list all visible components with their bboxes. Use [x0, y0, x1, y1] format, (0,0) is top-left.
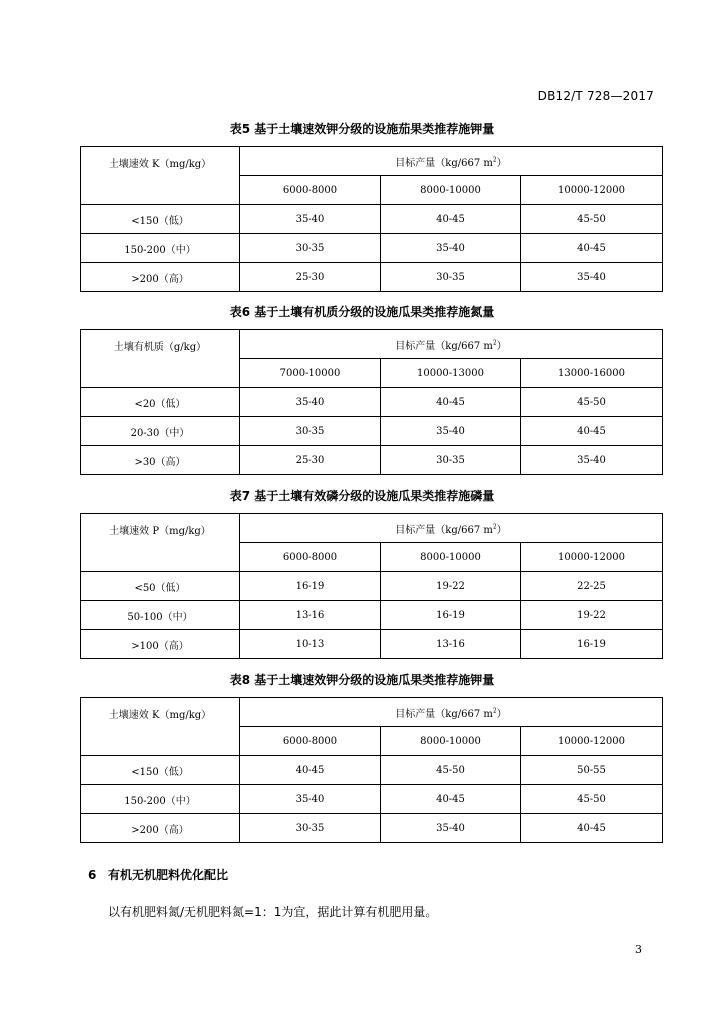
level-cell: <150（低） — [81, 205, 240, 234]
section-number: 6 — [88, 868, 97, 882]
yield-range-cell: 7000-10000 — [240, 359, 381, 388]
target-yield-header — [240, 330, 663, 359]
value-cell: 19-22 — [521, 601, 663, 630]
data-table — [80, 146, 663, 292]
table-row — [81, 572, 663, 601]
table-header-row — [81, 147, 663, 176]
target-yield-label: 目标产量（kg/667 m — [395, 708, 493, 720]
value-cell: 35-40 — [381, 234, 521, 263]
value-cell: 40-45 — [381, 785, 521, 814]
value-cell: 16-19 — [381, 601, 521, 630]
yield-range-cell: 6000-8000 — [240, 176, 381, 205]
level-cell: <50（低） — [81, 572, 240, 601]
value-cell: 19-22 — [381, 572, 521, 601]
table-row — [81, 205, 663, 234]
value-cell: 40-45 — [521, 234, 663, 263]
value-cell: 40-45 — [521, 417, 663, 446]
value-cell: 22-25 — [521, 572, 663, 601]
table-header-row — [81, 330, 663, 359]
value-cell: 30-35 — [240, 417, 381, 446]
value-cell: 45-50 — [521, 785, 663, 814]
level-cell: >200（高） — [81, 814, 240, 843]
table-row — [81, 417, 663, 446]
target-yield-label: 目标产量（kg/667 m — [395, 157, 493, 169]
target-yield-close: ） — [496, 340, 507, 352]
yield-range-cell: 6000-8000 — [240, 543, 381, 572]
yield-range-cell: 6000-8000 — [240, 727, 381, 756]
target-yield-label: 目标产量（kg/667 m — [395, 340, 493, 352]
corner-header: 土壤速效 K（mg/kg） — [81, 147, 240, 205]
unit-superscript: 2 — [492, 707, 497, 715]
table-row — [81, 388, 663, 417]
yield-range-cell: 10000-12000 — [521, 543, 663, 572]
table-row — [81, 756, 663, 785]
yield-range-cell: 13000-16000 — [521, 359, 663, 388]
table-caption: 表8 基于土壤速效钾分级的设施瓜果类推荐施钾量 — [229, 673, 495, 687]
yield-range-cell: 10000-12000 — [521, 727, 663, 756]
value-cell: 45-50 — [521, 205, 663, 234]
value-cell: 40-45 — [240, 756, 381, 785]
value-cell: 30-35 — [240, 814, 381, 843]
target-yield-header — [240, 514, 663, 543]
value-cell: 30-35 — [240, 234, 381, 263]
unit-superscript: 2 — [492, 339, 497, 347]
target-yield-header — [240, 698, 663, 727]
table-row — [81, 785, 663, 814]
target-yield-close: ） — [496, 524, 507, 536]
level-cell: 150-200（中） — [81, 785, 240, 814]
value-cell: 45-50 — [521, 388, 663, 417]
page-number: 3 — [635, 943, 642, 956]
value-cell: 35-40 — [240, 205, 381, 234]
value-cell: 13-16 — [240, 601, 381, 630]
value-cell: 35-40 — [240, 388, 381, 417]
level-cell: >30（高） — [81, 446, 240, 475]
table-row — [81, 814, 663, 843]
data-table — [80, 329, 663, 475]
corner-header: 土壤速效 K（mg/kg） — [81, 698, 240, 756]
table-caption: 表6 基于土壤有机质分级的设施瓜果类推荐施氮量 — [229, 305, 495, 319]
target-yield-header — [240, 147, 663, 176]
value-cell: 35-40 — [521, 446, 663, 475]
value-cell: 35-40 — [381, 417, 521, 446]
unit-superscript: 2 — [492, 523, 497, 531]
table-header-row — [81, 514, 663, 543]
table-row — [81, 630, 663, 659]
table-caption: 表7 基于土壤有效磷分级的设施瓜果类推荐施磷量 — [229, 489, 495, 503]
table-row — [81, 234, 663, 263]
value-cell: 50-55 — [521, 756, 663, 785]
level-cell: <150（低） — [81, 756, 240, 785]
section-heading — [88, 866, 228, 883]
value-cell: 35-40 — [521, 263, 663, 292]
table-caption: 表5 基于土壤速效钾分级的设施茄果类推荐施钾量 — [229, 122, 495, 136]
data-table — [80, 513, 663, 659]
yield-range-cell: 8000-10000 — [381, 727, 521, 756]
level-cell: 150-200（中） — [81, 234, 240, 263]
yield-range-cell: 10000-13000 — [381, 359, 521, 388]
table-row — [81, 601, 663, 630]
value-cell: 40-45 — [381, 205, 521, 234]
level-cell: >200（高） — [81, 263, 240, 292]
value-cell: 16-19 — [240, 572, 381, 601]
yield-range-cell: 10000-12000 — [521, 176, 663, 205]
target-yield-close: ） — [496, 157, 507, 169]
value-cell: 10-13 — [240, 630, 381, 659]
table-row — [81, 446, 663, 475]
corner-header: 土壤速效 P（mg/kg） — [81, 514, 240, 572]
level-cell: <20（低） — [81, 388, 240, 417]
value-cell: 35-40 — [240, 785, 381, 814]
value-cell: 16-19 — [521, 630, 663, 659]
value-cell: 30-35 — [381, 446, 521, 475]
yield-range-cell: 8000-10000 — [381, 543, 521, 572]
value-cell: 13-16 — [381, 630, 521, 659]
value-cell: 40-45 — [521, 814, 663, 843]
value-cell: 25-30 — [240, 263, 381, 292]
level-cell: >100（高） — [81, 630, 240, 659]
level-cell: 20-30（中） — [81, 417, 240, 446]
value-cell: 30-35 — [381, 263, 521, 292]
target-yield-label: 目标产量（kg/667 m — [395, 524, 493, 536]
section-paragraph: 以有机肥料氮/无机肥料氮=1：1为宜，据此计算有机肥用量。 — [108, 905, 438, 919]
section-title: 有机无机肥料优化配比 — [108, 868, 229, 882]
data-table — [80, 697, 663, 843]
table-header-row — [81, 698, 663, 727]
standard-id: DB12/T 728—2017 — [537, 89, 654, 103]
value-cell: 35-40 — [381, 814, 521, 843]
table-row — [81, 263, 663, 292]
target-yield-close: ） — [496, 708, 507, 720]
level-cell: 50-100（中） — [81, 601, 240, 630]
value-cell: 25-30 — [240, 446, 381, 475]
corner-header: 土壤有机质（g/kg） — [81, 330, 240, 388]
value-cell: 40-45 — [381, 388, 521, 417]
value-cell: 45-50 — [381, 756, 521, 785]
unit-superscript: 2 — [492, 156, 497, 164]
yield-range-cell: 8000-10000 — [381, 176, 521, 205]
